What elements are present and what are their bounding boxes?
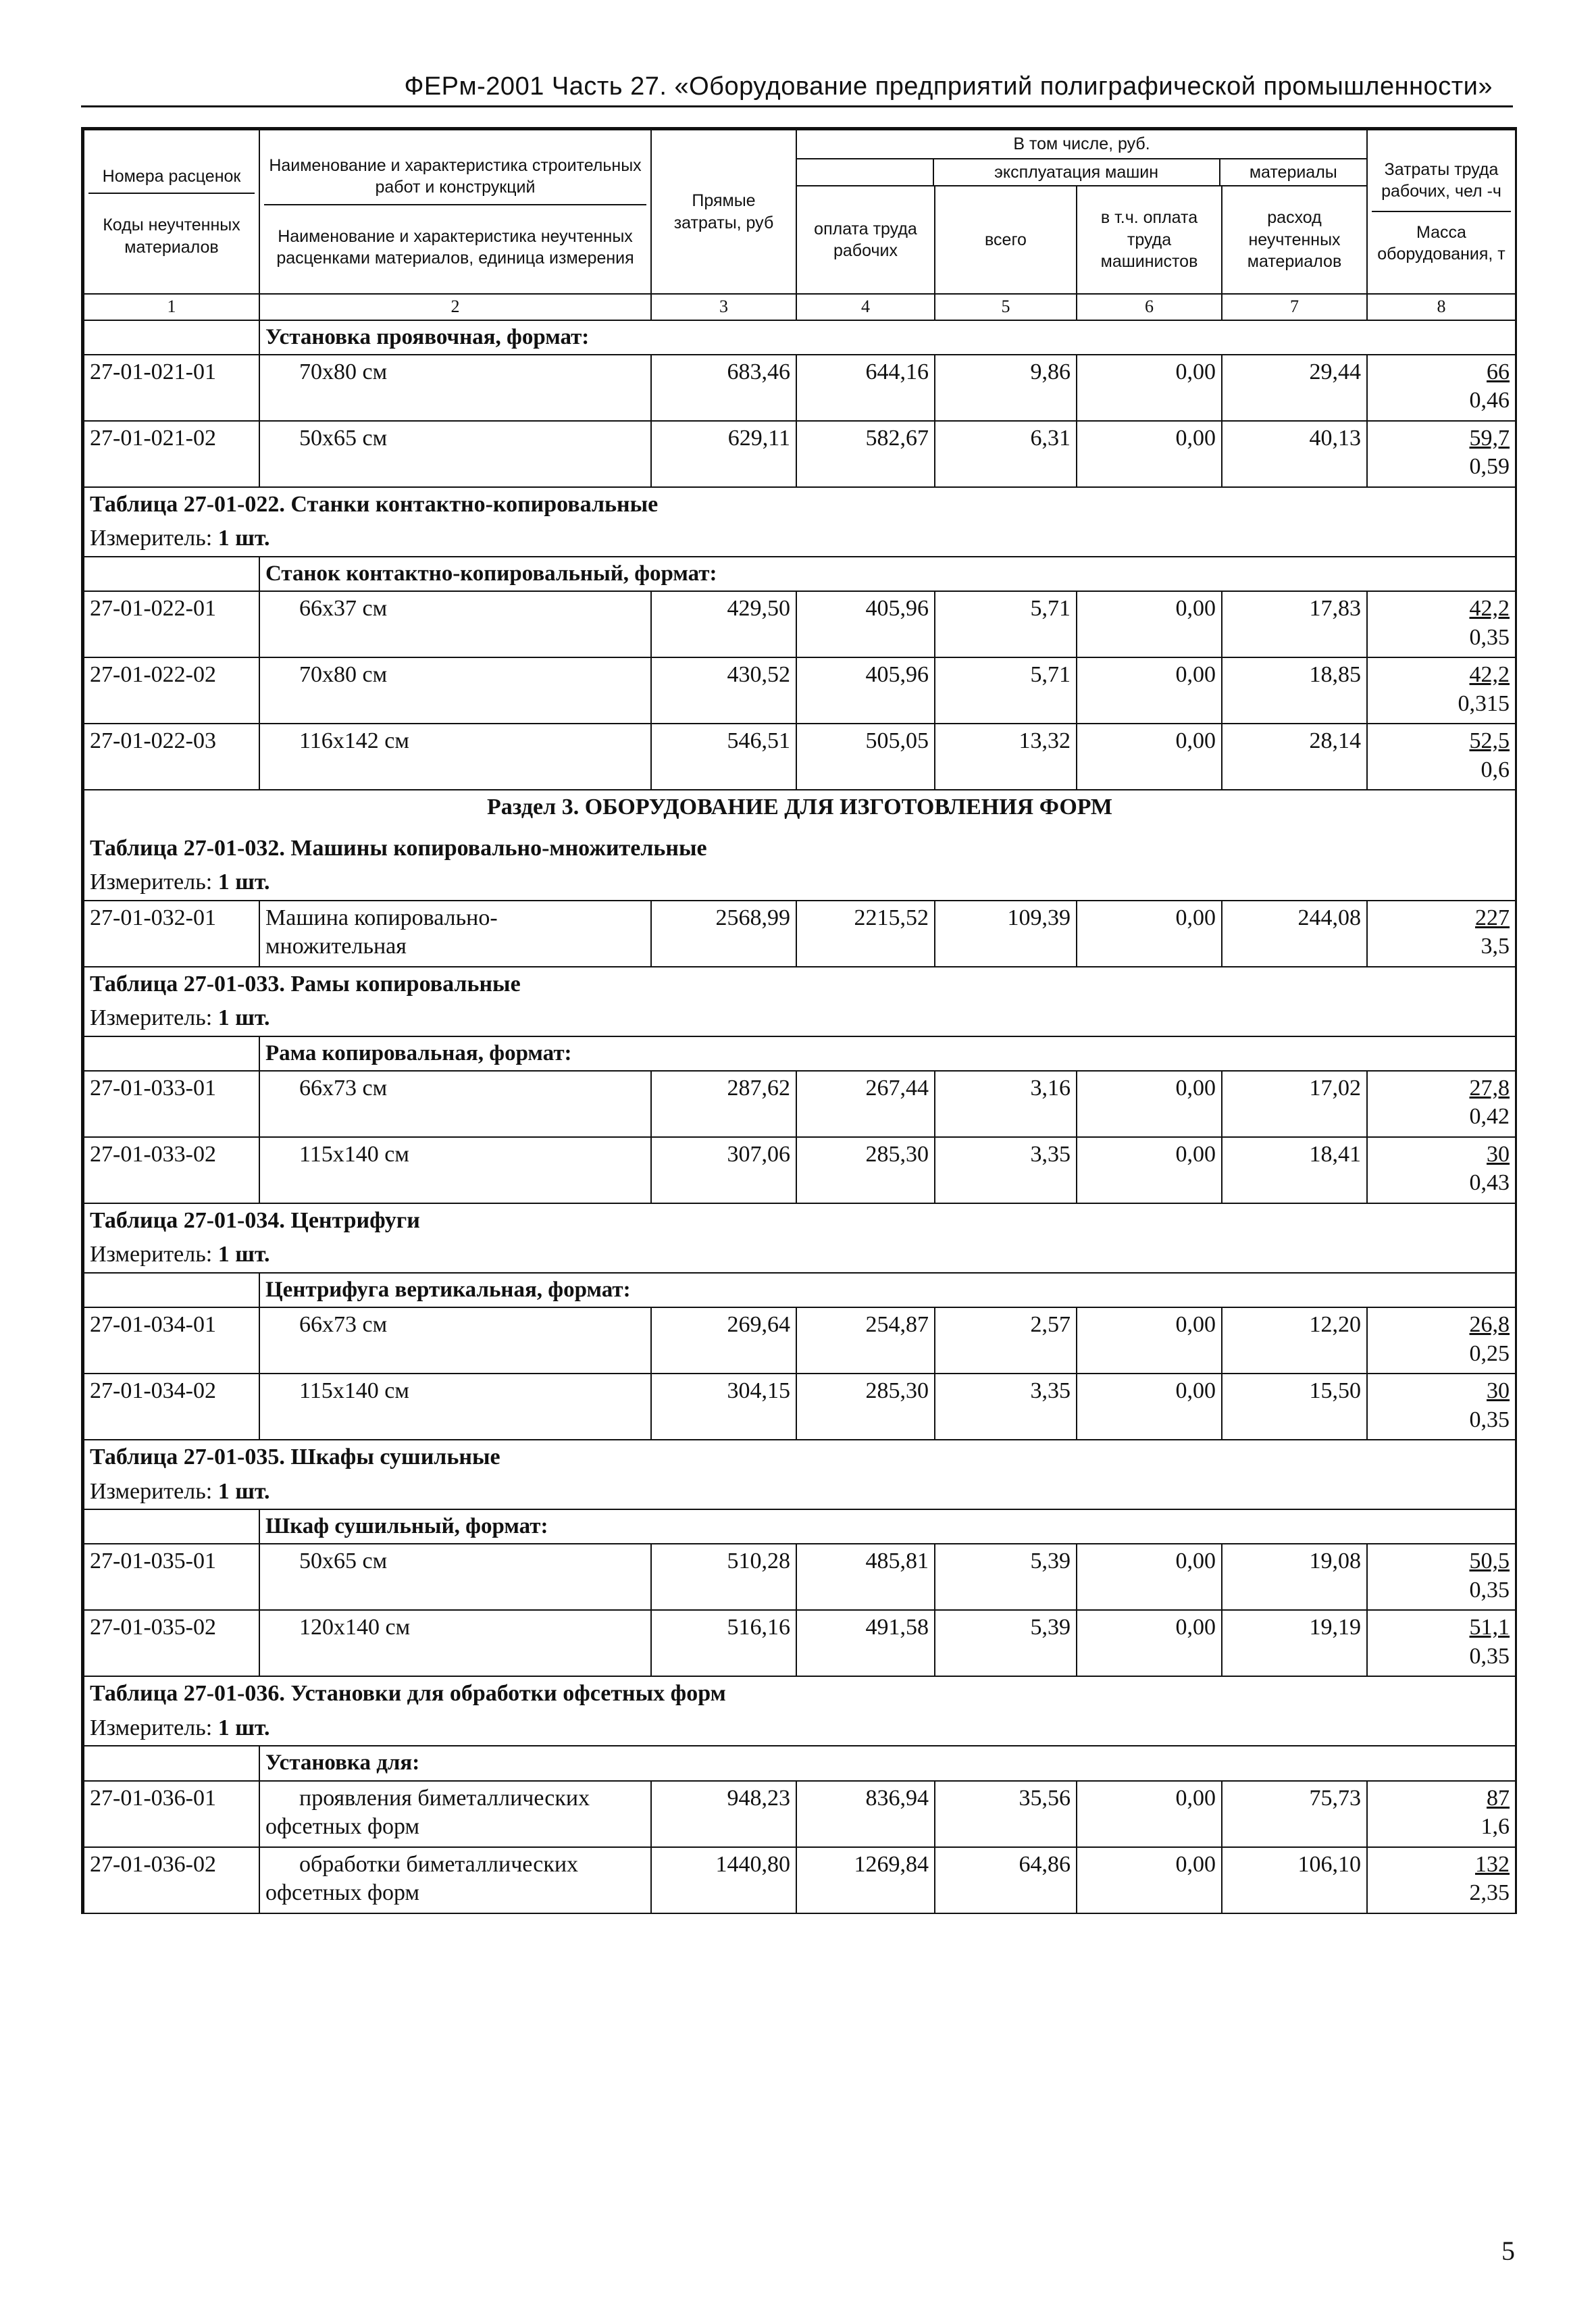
- machinist-wages: 0,00: [1077, 591, 1222, 657]
- labor-mass-cell: [1367, 1847, 1516, 1913]
- table-row: [84, 355, 1516, 421]
- labor-value: 26,8: [1469, 1312, 1510, 1337]
- group-title: Шкаф сушильный, формат:: [259, 1509, 1516, 1544]
- machine-cost: 9,86: [935, 355, 1077, 421]
- rate-name: 120x140 см: [259, 1610, 651, 1676]
- unit-line: [84, 1475, 1516, 1510]
- mass-value: 1,6: [1481, 1814, 1510, 1839]
- materials-cost: 18,41: [1222, 1137, 1367, 1203]
- materials-cost: 28,14: [1222, 724, 1367, 790]
- unit-value: 1 шт.: [217, 1478, 270, 1504]
- group-title: Станок контактно-копировальный, формат:: [259, 557, 1516, 591]
- machine-cost: 35,56: [935, 1781, 1077, 1847]
- labor-value: 42,2: [1469, 596, 1510, 621]
- group-code-cell: [84, 557, 259, 591]
- labor-mass-cell: [1367, 355, 1516, 421]
- col-wages-header: оплата труда рабочих: [796, 186, 935, 294]
- table-title-row: [84, 1676, 1516, 1711]
- table-row: [84, 657, 1516, 724]
- rate-name: 50x65 см: [259, 421, 651, 487]
- rate-code: 27-01-035-02: [84, 1610, 259, 1676]
- table-title: Таблица 27-01-034. Центрифуги: [84, 1203, 1516, 1238]
- worker-wages: 1269,84: [796, 1847, 935, 1913]
- table-row: [84, 1610, 1516, 1676]
- table-title: Таблица 27-01-036. Установки для обработки офсетных форм: [84, 1676, 1516, 1711]
- unit-line-row: [84, 1711, 1516, 1746]
- unit-line: [84, 522, 1516, 557]
- rate-code: 27-01-036-02: [84, 1847, 259, 1913]
- unit-label: Измеритель:: [90, 1478, 213, 1504]
- mass-value: 0,35: [1469, 1407, 1510, 1432]
- direct-cost: 269,64: [651, 1307, 796, 1374]
- rates-table: [83, 129, 1516, 1914]
- col-labor-label: Затраты труда рабочих, чел -ч: [1372, 159, 1511, 212]
- unit-line-row: [84, 522, 1516, 557]
- rate-code: 27-01-033-02: [84, 1137, 259, 1203]
- table-title: Таблица 27-01-033. Рамы копировальные: [84, 967, 1516, 1002]
- table-row: [84, 1071, 1516, 1137]
- labor-mass-cell: [1367, 724, 1516, 790]
- unit-label: Измеритель:: [90, 526, 213, 551]
- group-code-cell: [84, 1273, 259, 1307]
- group-title: Установка для:: [259, 1746, 1516, 1780]
- direct-cost: 307,06: [651, 1137, 796, 1203]
- mass-value: 0,25: [1469, 1340, 1510, 1366]
- col-machines-wages-header: в т.ч. оплата труда машинистов: [1077, 186, 1222, 294]
- mass-value: 0,46: [1469, 388, 1510, 413]
- col-code-top: Номера расценок: [88, 166, 255, 195]
- labor-value: 27,8: [1469, 1075, 1510, 1101]
- group-title: Установка проявочная, формат:: [259, 320, 1516, 355]
- labor-value: 132: [1475, 1851, 1510, 1877]
- col-name-bottom: Наименование и характеристика неучтенных расценками материалов, единица измерения: [276, 226, 634, 268]
- machinist-wages: 0,00: [1077, 1137, 1222, 1203]
- labor-mass-cell: [1367, 1781, 1516, 1847]
- worker-wages: 285,30: [796, 1374, 935, 1440]
- col-name-header: [259, 130, 651, 294]
- rate-code: 27-01-035-01: [84, 1544, 259, 1610]
- table-title: Таблица 27-01-022. Станки контактно-копировальные: [84, 487, 1516, 522]
- materials-cost: 17,02: [1222, 1071, 1367, 1137]
- machine-cost: 3,35: [935, 1137, 1077, 1203]
- mass-value: 0,42: [1469, 1104, 1510, 1130]
- materials-cost: 15,50: [1222, 1374, 1367, 1440]
- rate-name-line2: офсетных форм: [265, 1814, 420, 1839]
- labor-mass-cell: [1367, 1374, 1516, 1440]
- machinist-wages: 0,00: [1077, 724, 1222, 790]
- table-row: [84, 901, 1516, 967]
- machine-cost: 5,71: [935, 657, 1077, 724]
- labor-value: 66: [1487, 359, 1510, 384]
- labor-mass-cell: [1367, 1307, 1516, 1374]
- col-direct-header: Прямые затраты, руб: [651, 130, 796, 294]
- unit-value: 1 шт.: [217, 526, 270, 551]
- mass-value: 3,5: [1481, 934, 1510, 959]
- rate-name-line1: Машина копировально-: [265, 905, 498, 930]
- machine-cost: 3,16: [935, 1071, 1077, 1137]
- direct-cost: 304,15: [651, 1374, 796, 1440]
- materials-cost: 40,13: [1222, 421, 1367, 487]
- materials-cost: 29,44: [1222, 355, 1367, 421]
- page-header: [81, 65, 1513, 107]
- group-code-cell: [84, 1509, 259, 1544]
- table-title-row: [84, 1440, 1516, 1475]
- rate-name: 66x73 см: [259, 1071, 651, 1137]
- col-machines-header: эксплуатация машин: [933, 159, 1219, 186]
- machinist-wages: 0,00: [1077, 1544, 1222, 1610]
- labor-mass-cell: [1367, 657, 1516, 724]
- col-number: 6: [1077, 294, 1222, 320]
- unit-value: 1 шт.: [217, 1005, 270, 1030]
- rate-code: 27-01-021-01: [84, 355, 259, 421]
- direct-cost: 287,62: [651, 1071, 796, 1137]
- unit-line: [84, 1238, 1516, 1273]
- rate-name-line1: обработки биметаллических: [299, 1851, 579, 1877]
- rate-name: 115x140 см: [259, 1137, 651, 1203]
- direct-cost: 429,50: [651, 591, 796, 657]
- section-title: Раздел 3. ОБОРУДОВАНИЕ ДЛЯ ИЗГОТОВЛЕНИЯ ФОРМ: [84, 790, 1516, 825]
- col-number: 7: [1222, 294, 1367, 320]
- unit-value: 1 шт.: [217, 1242, 270, 1267]
- group-title: Рама копировальная, формат:: [259, 1036, 1516, 1071]
- section-title-row: [84, 790, 1516, 825]
- labor-value: 51,1: [1469, 1615, 1510, 1640]
- machine-cost: 5,39: [935, 1610, 1077, 1676]
- rates-document: [81, 127, 1517, 1914]
- unit-label: Измеритель:: [90, 1715, 213, 1740]
- unit-line-row: [84, 1475, 1516, 1510]
- group-code-cell: [84, 1036, 259, 1071]
- worker-wages: 836,94: [796, 1781, 935, 1847]
- table-row: [84, 724, 1516, 790]
- mass-value: 0,35: [1469, 624, 1510, 650]
- table-row: [84, 1137, 1516, 1203]
- header-row-top: [84, 130, 1516, 186]
- mass-value: 0,59: [1469, 454, 1510, 480]
- materials-cost: 75,73: [1222, 1781, 1367, 1847]
- materials-cost: 19,08: [1222, 1544, 1367, 1610]
- materials-cost: 19,19: [1222, 1610, 1367, 1676]
- labor-mass-cell: [1367, 901, 1516, 967]
- worker-wages: 2215,52: [796, 901, 935, 967]
- labor-mass-cell: [1367, 1071, 1516, 1137]
- worker-wages: 491,58: [796, 1610, 935, 1676]
- rate-code: 27-01-022-01: [84, 591, 259, 657]
- materials-cost: 18,85: [1222, 657, 1367, 724]
- rate-name-line2: множительная: [265, 934, 407, 959]
- unit-line: [84, 865, 1516, 901]
- machinist-wages: 0,00: [1077, 1781, 1222, 1847]
- machinist-wages: 0,00: [1077, 1374, 1222, 1440]
- rate-code: 27-01-022-03: [84, 724, 259, 790]
- col-machines-total-header: всего: [935, 186, 1077, 294]
- labor-mass-cell: [1367, 1544, 1516, 1610]
- col-code-header: [84, 130, 259, 294]
- rate-name: 50x65 см: [259, 1544, 651, 1610]
- labor-mass-cell: [1367, 591, 1516, 657]
- group-code-cell: [84, 320, 259, 355]
- worker-wages: 405,96: [796, 657, 935, 724]
- rate-code: 27-01-021-02: [84, 421, 259, 487]
- rate-name: 66x73 см: [259, 1307, 651, 1374]
- materials-cost: 17,83: [1222, 591, 1367, 657]
- rate-name: 116x142 см: [259, 724, 651, 790]
- table-row: [84, 1374, 1516, 1440]
- labor-mass-cell: [1367, 1137, 1516, 1203]
- rate-code: 27-01-033-01: [84, 1071, 259, 1137]
- labor-value: 42,2: [1469, 662, 1510, 687]
- rate-code: 27-01-022-02: [84, 657, 259, 724]
- col-number: 1: [84, 294, 259, 320]
- worker-wages: 405,96: [796, 591, 935, 657]
- table-row: [84, 591, 1516, 657]
- machine-cost: 109,39: [935, 901, 1077, 967]
- direct-cost: 546,51: [651, 724, 796, 790]
- group-row: [84, 1509, 1516, 1544]
- rate-name-line1: проявления биметаллических: [299, 1785, 590, 1811]
- table-title-row: [84, 1203, 1516, 1238]
- worker-wages: 644,16: [796, 355, 935, 421]
- col-mass-label: Масса оборудования, т: [1377, 222, 1505, 263]
- rate-name: 115x140 см: [259, 1374, 651, 1440]
- machine-cost: 64,86: [935, 1847, 1077, 1913]
- machine-cost: 2,57: [935, 1307, 1077, 1374]
- rate-code: 27-01-034-01: [84, 1307, 259, 1374]
- machinist-wages: 0,00: [1077, 355, 1222, 421]
- page-header-title: ФЕРм-2001 Часть 27. «Оборудование предприятий полиграфической промышленности»: [404, 72, 1493, 101]
- col-labor-header: [1367, 130, 1516, 294]
- table-row: [84, 421, 1516, 487]
- worker-wages: 505,05: [796, 724, 935, 790]
- unit-line: [84, 1711, 1516, 1746]
- machinist-wages: 0,00: [1077, 901, 1222, 967]
- table-row: [84, 1781, 1516, 1847]
- direct-cost: 430,52: [651, 657, 796, 724]
- labor-value: 52,5: [1469, 728, 1510, 753]
- labor-mass-cell: [1367, 421, 1516, 487]
- col-materials-header: материалы: [1219, 159, 1366, 186]
- direct-cost: 948,23: [651, 1781, 796, 1847]
- col-number: 5: [935, 294, 1077, 320]
- labor-value: 30: [1487, 1378, 1510, 1403]
- rate-code: 27-01-032-01: [84, 901, 259, 967]
- unit-label: Измеритель:: [90, 870, 213, 895]
- labor-value: 87: [1487, 1785, 1510, 1811]
- mass-value: 0,6: [1481, 757, 1510, 782]
- group-row: [84, 320, 1516, 355]
- direct-cost: 516,16: [651, 1610, 796, 1676]
- group-code-cell: [84, 1746, 259, 1780]
- rate-name: [259, 1781, 651, 1847]
- col-materials-unaccounted-header: расход неучтенных материалов: [1222, 186, 1367, 294]
- labor-value: 227: [1475, 905, 1510, 930]
- group-row: [84, 1746, 1516, 1780]
- col-number: 2: [259, 294, 651, 320]
- col-code-bottom: Коды неучтенных материалов: [103, 216, 240, 257]
- direct-cost: 510,28: [651, 1544, 796, 1610]
- group-row: [84, 557, 1516, 591]
- col-including-label: В том числе, руб.: [797, 130, 1366, 159]
- machine-cost: 5,39: [935, 1544, 1077, 1610]
- unit-label: Измеритель:: [90, 1005, 213, 1030]
- unit-line-row: [84, 865, 1516, 901]
- col-name-top: Наименование и характеристика строительных работ и конструкций: [264, 155, 646, 205]
- unit-line-row: [84, 1001, 1516, 1036]
- mass-value: 0,35: [1469, 1643, 1510, 1669]
- materials-cost: 244,08: [1222, 901, 1367, 967]
- table-title-row: [84, 967, 1516, 1002]
- worker-wages: 582,67: [796, 421, 935, 487]
- table-title: Таблица 27-01-035. Шкафы сушильные: [84, 1440, 1516, 1475]
- machine-cost: 6,31: [935, 421, 1077, 487]
- table-title: Таблица 27-01-032. Машины копировально-множительные: [84, 825, 1516, 866]
- rate-code: 27-01-036-01: [84, 1781, 259, 1847]
- unit-value: 1 шт.: [217, 1715, 270, 1740]
- col-number: 3: [651, 294, 796, 320]
- machinist-wages: 0,00: [1077, 1307, 1222, 1374]
- table-title-row: [84, 487, 1516, 522]
- machinist-wages: 0,00: [1077, 657, 1222, 724]
- rate-name: 66x37 см: [259, 591, 651, 657]
- direct-cost: 629,11: [651, 421, 796, 487]
- worker-wages: 485,81: [796, 1544, 935, 1610]
- page-number: 5: [1501, 2236, 1515, 2266]
- direct-cost: 683,46: [651, 355, 796, 421]
- labor-mass-cell: [1367, 1610, 1516, 1676]
- rate-name-line2: офсетных форм: [265, 1880, 420, 1905]
- rate-code: 27-01-034-02: [84, 1374, 259, 1440]
- direct-cost: 1440,80: [651, 1847, 796, 1913]
- group-row: [84, 1036, 1516, 1071]
- materials-cost: 12,20: [1222, 1307, 1367, 1374]
- mass-value: 0,43: [1469, 1170, 1510, 1196]
- direct-cost: 2568,99: [651, 901, 796, 967]
- labor-value: 30: [1487, 1141, 1510, 1167]
- materials-cost: 106,10: [1222, 1847, 1367, 1913]
- col-number: 8: [1367, 294, 1516, 320]
- machinist-wages: 0,00: [1077, 1071, 1222, 1137]
- labor-value: 59,7: [1469, 425, 1510, 451]
- machine-cost: 13,32: [935, 724, 1077, 790]
- unit-value: 1 шт.: [217, 870, 270, 895]
- rate-name: [259, 901, 651, 967]
- mass-value: 0,35: [1469, 1577, 1510, 1603]
- labor-value: 50,5: [1469, 1549, 1510, 1574]
- machinist-wages: 0,00: [1077, 1847, 1222, 1913]
- column-numbers-row: [84, 294, 1516, 320]
- col-including-header: [796, 130, 1367, 186]
- col-number: 4: [796, 294, 935, 320]
- unit-line: [84, 1001, 1516, 1036]
- group-row: [84, 1273, 1516, 1307]
- mass-value: 0,315: [1458, 690, 1510, 716]
- machine-cost: 5,71: [935, 591, 1077, 657]
- machinist-wages: 0,00: [1077, 421, 1222, 487]
- rate-name: 70x80 см: [259, 355, 651, 421]
- table-title-row: [84, 825, 1516, 866]
- unit-line-row: [84, 1238, 1516, 1273]
- worker-wages: 254,87: [796, 1307, 935, 1374]
- mass-value: 2,35: [1469, 1880, 1510, 1905]
- machinist-wages: 0,00: [1077, 1610, 1222, 1676]
- rate-name: 70x80 см: [259, 657, 651, 724]
- worker-wages: 267,44: [796, 1071, 935, 1137]
- rate-name: [259, 1847, 651, 1913]
- machine-cost: 3,35: [935, 1374, 1077, 1440]
- unit-label: Измеритель:: [90, 1242, 213, 1267]
- table-row: [84, 1544, 1516, 1610]
- group-title: Центрифуга вертикальная, формат:: [259, 1273, 1516, 1307]
- table-row: [84, 1307, 1516, 1374]
- table-row: [84, 1847, 1516, 1913]
- worker-wages: 285,30: [796, 1137, 935, 1203]
